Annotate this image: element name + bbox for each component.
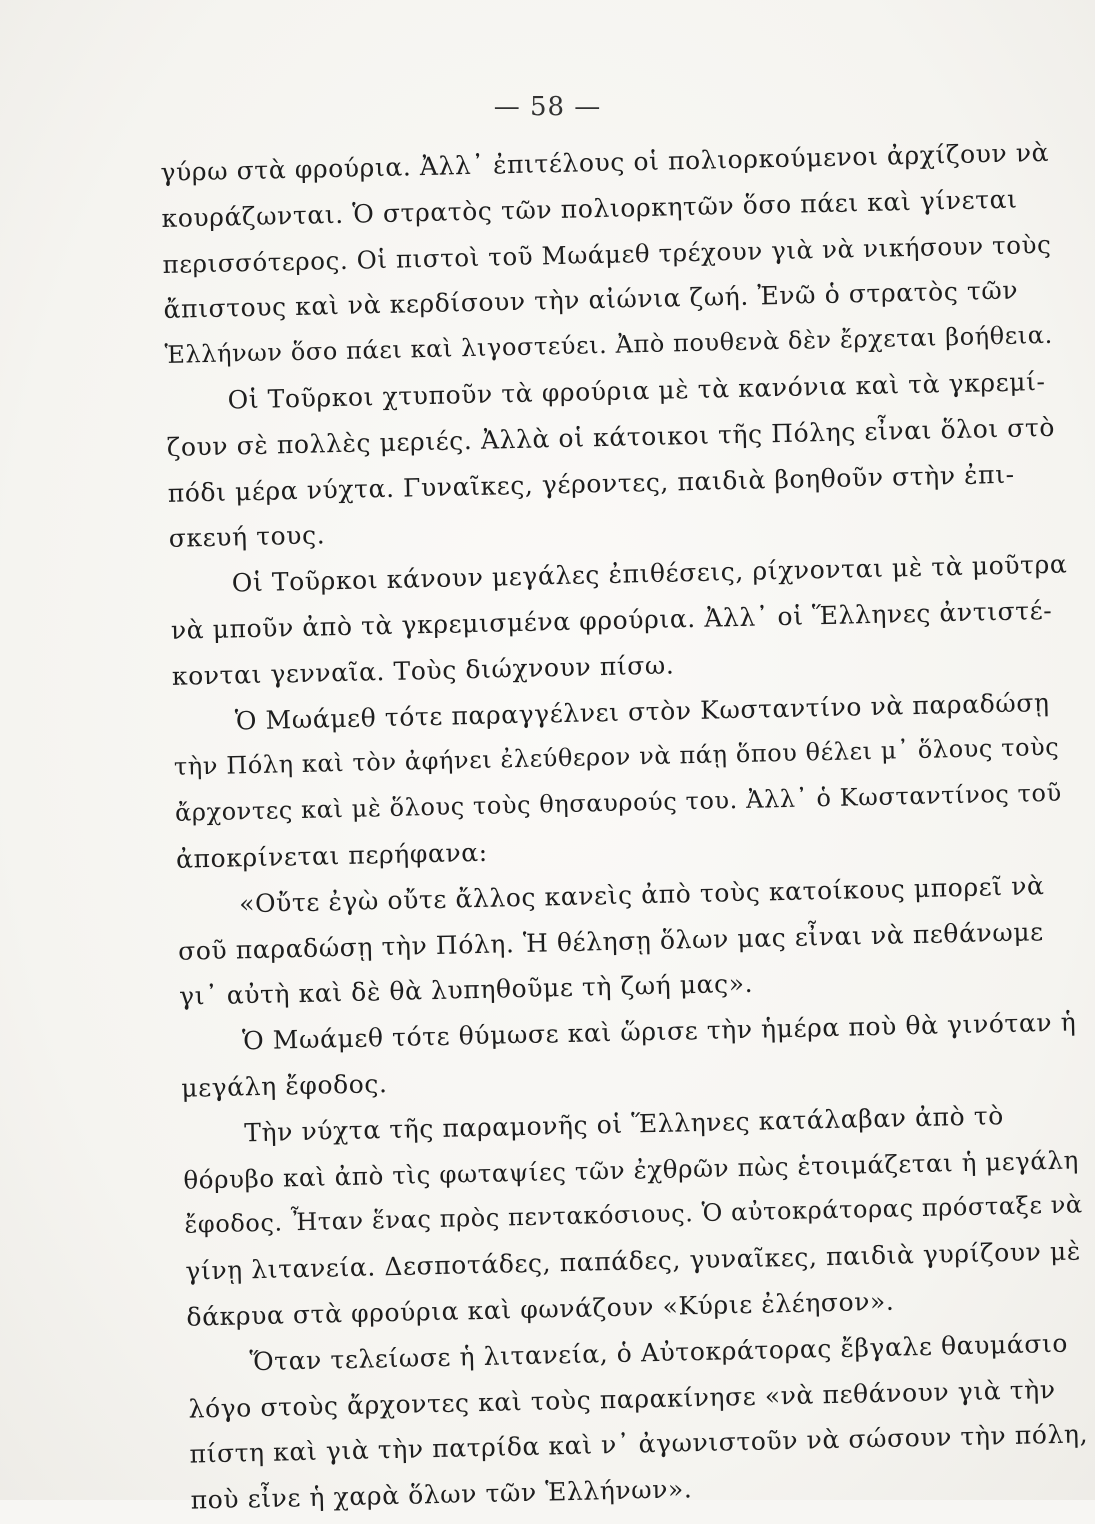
text-line: ζουν σὲ πολλὲς μεριές. Ἀλλὰ οἱ κάτοικοι τῆς Πόλης εἶναι ὅλοι στὸ	[166, 412, 1056, 462]
text-line: Ἑλλήνων ὅσο πάει καὶ λιγοστεύει. Ἀπὸ πουθενὰ δὲν ἔρχεται βοήθεια.	[164, 320, 1054, 370]
text-line: γίνῃ λιτανεία. Δεσποτάδες, παπάδες, γυναῖκες, παιδιὰ γυρίζουν μὲ	[185, 1236, 1082, 1286]
text-line: Ὁ Μωάμεθ τότε παραγγέλνει στὸν Κωσταντίνο νὰ παραδώσῃ	[234, 687, 1050, 736]
text-line: Τὴν νύχτα τῆς παραμονῆς οἱ Ἕλληνες κατάλαβαν ἀπὸ τὸ	[243, 1100, 1005, 1148]
body-text	[160, 130, 1091, 1524]
text-line: τὴν Πόλη καὶ τὸν ἀφήνει ἐλεύθερον νὰ πάῃ ὅπου θέλει μ᾽ ὅλους τοὺς	[173, 733, 1060, 782]
text-line: δάκρυα στὰ φρούρια καὶ φωνάζουν «Κύριε ἐλέησον».	[186, 1286, 895, 1332]
text-line: κουράζωνται. Ὁ στρατὸς τῶν πολιορκητῶν ὅσο πάει καὶ γίνεται	[161, 184, 1018, 233]
text-line: κονται γενναῖα. Τοὺς διώχνουν πίσω.	[171, 650, 675, 691]
text-line: πόδι μέρα νύχτα. Γυναῖκες, γέροντες, παιδιὰ βοηθοῦν στὴν ἐπι-	[167, 459, 1015, 508]
text-line: περισσότερος. Οἱ πιστοὶ τοῦ Μωάμεθ τρέχουν γιὰ νὰ νικήσουν τοὺς	[162, 229, 1052, 279]
text-line: ἔφοδος. Ἦταν ἕνας πρὸς πεντακόσιους. Ὁ αὐτοκράτορας πρόσταξε νὰ	[184, 1190, 1083, 1240]
text-line: γι᾽ αὐτὴ καὶ δὲ θὰ λυπηθοῦμε τὴ ζωή μας».	[178, 969, 754, 1012]
text-line: λόγο στοὺς ἄρχοντες καὶ τοὺς παρακίνησε «νὰ πεθάνουν γιὰ τὴν	[188, 1374, 1056, 1424]
text-line: Ὁ Μωάμεθ τότε θύμωσε καὶ ὥρισε τὴν ἡμέρα ποὺ θὰ γινόταν ἡ	[241, 1007, 1077, 1056]
text-line: ἄρχοντες καὶ μὲ ὅλους τοὺς θησαυρούς του. Ἀλλ᾽ ὁ Κωσταντίνος τοῦ	[174, 778, 1063, 827]
page-number: — 58 —	[493, 92, 602, 122]
text-line: ποὺ εἶνε ἡ χαρὰ ὅλων τῶν Ἑλλήνων».	[190, 1474, 693, 1515]
text-line: ἀποκρίνεται περήφανα:	[175, 837, 489, 874]
text-line: Ὅταν τελείωσε ἡ λιτανεία, ὁ Αὐτοκράτορας ἔβγαλε θαυμάσιο	[249, 1328, 1069, 1376]
text-line: γύρω στὰ φρούρια. Ἀλλ᾽ ἐπιτέλους οἱ πολιορκούμενοι ἀρχίζουν νὰ	[160, 137, 1050, 187]
text-line: σκευή τους.	[168, 520, 326, 554]
text-line: σοῦ παραδώσῃ τὴν Πόλη. Ἡ θέλησῃ ὅλων μας εἶναι νὰ πεθάνωμε	[177, 916, 1044, 966]
text-line: πίστη καὶ γιὰ τὴν πατρίδα καὶ ν᾽ ἀγωνιστοῦν νὰ σώσουν τὴν πόλη,	[189, 1419, 1089, 1469]
text-line: μεγάλη ἔφοδος.	[180, 1069, 388, 1103]
text-line: θόρυβο καὶ ἀπὸ τὶς φωταψίες τῶν ἐχθρῶν πὼς ἑτοιμάζεται ἡ μεγάλη	[183, 1144, 1080, 1195]
text-line: Οἱ Τοῦρκοι κάνουν μεγάλες ἐπιθέσεις, ρίχνονται μὲ τὰ μοῦτρα	[231, 549, 1068, 598]
text-line: Οἱ Τοῦρκοι χτυποῦν τὰ φρούρια μὲ τὰ κανόνια καὶ τὰ γκρεμί-	[227, 366, 1046, 415]
text-line: ἄπιστους καὶ νὰ κερδίσουν τὴν αἰώνια ζωή. Ἐνῶ ὁ στρατὸς τῶν	[163, 275, 1019, 325]
text-line: «Οὔτε ἐγὼ οὔτε ἄλλος κανεὶς ἀπὸ τοὺς κατοίκους μπορεῖ νὰ	[238, 870, 1045, 919]
text-line: νὰ μποῦν ἀπὸ τὰ γκρεμισμένα φρούρια. Ἀλλ᾽ οἱ Ἕλληνες ἀντιστέ-	[170, 595, 1053, 645]
